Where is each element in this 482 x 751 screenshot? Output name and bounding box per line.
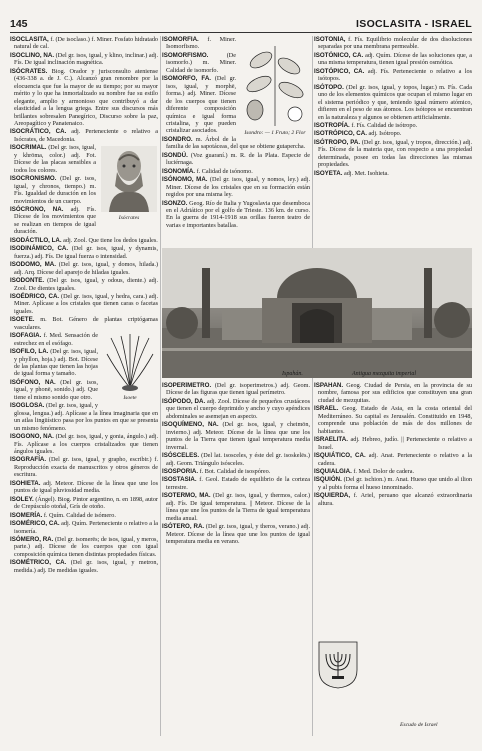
entry-headword: ISÓTROPO, PA. [314,138,361,146]
dictionary-entry [10,261,158,276]
entry-definition: (Del gr. isos, igual, y klino, inclinar.) adj. Fís. De igual inclinación magnética. [14,51,158,67]
dictionary-entry [314,476,472,491]
dictionary-entry [314,492,472,507]
entry-definition: (Del gr. ischion.) m. Anat. Hueso que unido al ilion y al pubis forma el hueso innominado. [318,476,472,491]
column-2 [162,36,310,246]
dictionary-entry [10,277,158,292]
entry-definition: adj. Quím. Perteneciente o relativo a la isomería. [14,520,158,535]
column-rule [160,36,161,736]
entry-headword: ISQUIERDA, [314,492,351,500]
dictionary-entry [314,139,472,169]
dictionary-entry [314,68,472,83]
dictionary-entry [314,405,472,435]
dictionary-entry [314,468,472,475]
entry-definition: Geog. Ciudad de Persia, en la provincia de su nombre, famosa por sus edificios que constituyen una gran ciudad de mezquitas. [318,382,472,404]
entry-definition: f. Med. Sensación de estrechez en el esófago. [14,332,98,347]
dictionary-entry [10,512,158,519]
entry-definition: adj. Hebreo, judío. || Perteneciente o relativo a Israel. [318,436,472,451]
entry-headword: ISOETE. [10,316,35,324]
entry-definition: (Del gr. isomerēs; de isos, igual, y meros, parte.) adj. Dícese de los cuerpos que con igual composición química tienen distintas propiedades físicas. [14,536,158,558]
isocrates-caption: Isócrates [118,214,140,221]
entry-definition: (Del gr. isos, igual, y chronos, tiempo.) m. Fís. Igualdad de duración en los movimientos de un cuerpo. [14,175,97,205]
israel-emblem-image [315,640,361,690]
entry-definition: (Del gr. isos, igual, y hedra, cara.) adj. Miner. Aplícase a los cristales que tienen caras o facetas iguales. [14,292,158,315]
photo-caption-ispahan: Ispahán. [282,371,303,377]
entry-definition: (Del gr. isos, igual, y dynamis, fuerza.) adj. Fís. De igual fuerza o intensidad. [14,245,158,260]
entry-definition: f. Calidad de isónomo. [196,167,253,175]
column-1 [10,36,158,736]
isocrates-figure [100,146,158,220]
entry-headword: ISONZO. [162,199,188,207]
column-rule [312,36,313,736]
entry-definition: (Del gr. isos, igual, y metron, medida.) adj. De medidas iguales. [14,559,158,574]
entry-headword: ISOCRONISMO. [10,175,57,183]
entry-definition: Geog. Estado de Asia, en la costa oriental del Mediterráneo. Su capital es Jerusalén. Constituido en 1948, comprende una población de más de dos millones de habitantes. [318,405,472,435]
entry-definition: f. Geol. Estado de equilibrio de la corteza terrestre. [166,476,310,491]
isondro-figure [240,36,310,136]
entry-definition: adj. Zool. Dícese de pequeños crustáceos que tienen el cuerpo deprimido y ancho y cuyo apéndices abdominales se asemejan en aspecto. [166,397,310,420]
entry-definition: adj. Meteor. Dícese de la línea que une los puntos de igual pluviosidad media. [14,479,158,495]
entry-definition: (Del gr. isos, igual, y glossa, lengua.) adj. Aplícase a la línea imaginaria que en un atlas lingüístico pasa por los puntos en que se presenta un mismo fenómeno. [14,402,158,432]
dictionary-entry [162,152,310,167]
isoete-plant-image [103,332,157,392]
entry-definition: (Del gr. isos, igual, y odous, diente.) adj. Zool. De dientes iguales. [14,277,158,292]
dictionary-entry [162,468,310,475]
dictionary-entry [162,421,310,451]
dictionary-entry [314,36,472,51]
dictionary-entry [10,316,158,331]
entry-definition: f. Ariel, peruano que alcanzó extraordinaria altura. [318,492,472,507]
entry-definition: adj. Met. Isohieta. [343,169,389,177]
entry-headword: ISQUIALGIA. [314,467,352,475]
photo-caption-mosque: Antigua mezquita imperial [352,371,416,377]
page-number: 145 [10,18,28,30]
entry-definition: (Del gr. isos, igual, y cheimōn, invierno.) adj. Meteor. Dícese de la línea que une los puntos de la Tierra que tienen igual temperatura media invernal. [166,421,310,451]
entry-headword: ISONOMÍA. [162,167,196,175]
israel-emblem-caption: Escudo de Israel [400,722,438,728]
entry-definition: f. Bot. Calidad de isospóreo. [199,467,271,475]
entry-headword: ISÓSCELES. [162,452,200,460]
entry-definition: adj. Zool. Que tiene los dedos iguales. [63,236,158,244]
dictionary-entry [10,559,158,574]
dictionary-entry [10,402,158,432]
dictionary-entry [10,456,158,478]
column-2-lower [162,382,310,736]
entry-headword: ISOGONO, NA. [10,433,54,441]
entry-headword: ISOSPORIA. [162,467,199,475]
isondro-caption: Isondro: — 1 Fruto; 2 Flor [244,130,306,137]
entry-headword: ISONDÚ. [162,151,188,159]
isoete-figure [102,332,158,400]
dictionary-entry [162,200,310,230]
entry-headword: ISÓFONO, NA. [10,378,56,386]
entry-headword: ISOGRAFÍA. [10,456,47,464]
entry-headword: ISODINÁMICO, CA. [10,245,69,253]
entry-headword: ISOCLINO, NA. [10,51,55,59]
entry-headword: ISONDRO. [162,135,193,143]
dictionary-entry [10,520,158,535]
entry-headword: ISODÁCTILO, LA. [10,236,62,244]
entry-headword: ISOMÉRICO, CA. [10,520,60,528]
entry-definition: (Del gr. isos, igual, y topos, lugar.) m. Fís. Cada uno de los elementos químicos que ocupan el mismo lugar en el sistema periódico y que, teniendo igual número atómico, difieren en el peso de sus átomos. Los isótopos se encuentran en la naturaleza y algunos se obtienen artificialmente. [318,83,472,121]
entry-headword: ISOMORFISMO. [162,51,209,59]
entry-headword: ISOÉDRICO, CA. [10,292,60,300]
dictionary-entry [162,523,310,545]
entry-definition: (Del gr. isos, igual, y theros, verano.) adj. Meteor. Dícese de la línea que une los puntos de igual temperatura media en verano. [166,523,310,546]
entry-headword: ISOTONÍA, [314,36,346,43]
entry-definition: (Del gr. isos, igual, y khrōma, color.) adj. Fot. Dícese de las placas sensibles a todos los colores. [14,144,96,174]
entry-headword: ISRAEL. [314,405,339,413]
entry-headword: ISOFILO, LA. [10,348,49,356]
entry-definition: (Del gr. isos, igual, y phyllon, hoja.) adj. Bot. Dícese de las plantas que tienen las hojas de igual forma y tamaño. [14,348,99,378]
entry-headword: ISOTÓNICO, CA. [314,51,364,59]
entry-definition: (Del gr. isos, igual, y nomos, ley.) adj. Miner. Dícese de los cristales que en su formación están regidos por una misma ley. [166,176,310,199]
israel-emblem-figure [314,640,362,692]
dictionary-entry [10,496,158,511]
entry-headword: ISOTROPÍA. [314,121,350,129]
entry-headword: ISOFAGIA. [10,332,42,340]
dictionary-entry [162,452,310,467]
page-header [10,18,472,33]
entry-definition: m. Bot. Género de plantas criptógamas vasculares. [14,316,158,331]
entry-headword: ISOSTASIA. [162,476,197,484]
entry-definition: Biog. Orador y jurisconsulto ateniense (436-338 a. de J. C.). Alcanzó gran renombre por la elocuencia que fue la mayor de su tiempo; por su mayor mérito y lo que ha inmortalizado su nombre fue su estilo elegante, amplio y armonioso que contribuyó a dar elasticidad a la lengua griega. Entre sus discursos más brillantes sobresalen Panegírico, Discurso sobre la paz, Areopagítico y Panatenaico. [14,67,158,127]
entry-headword: ISODOMO, MA. [10,261,56,269]
entry-definition: f. Miner. Isomorfismo. [166,36,236,51]
dictionary-entry [162,168,310,175]
entry-headword: ISOTÓPICO, CA. [314,67,365,75]
dictionary-entry [162,476,310,491]
isoete-caption: Isoete [123,394,137,401]
entry-definition: (Del gr. isos, igual, y gonia, ángulo.) adj. Fís. Aplícase a los cuerpos cristalizados que tienen ángulos iguales. [14,433,158,456]
dictionary-entry [162,176,310,198]
entry-headword: ISOCLASITA, [10,36,49,43]
dictionary-entry [10,293,158,315]
entry-definition: (Del gr. isos, igual, y tropos, dirección.) adj. Fís. Dícese de la materia que, con respecto a una propiedad determinada, posee en todas las direcciones las mismas propiedades. [318,138,472,169]
entry-headword: ISOTERMO, MA. [162,492,211,500]
entry-headword: ISOMORFIA. [162,36,199,43]
dictionary-entry [10,68,158,128]
entry-definition: m. Árbol de la familia de las sapotáceas, del que se obtiene gutapercha. [166,135,306,151]
entry-definition: adj. Fís. Perteneciente o relativo a los isótopos. [318,67,472,83]
entry-headword: ISOMORFO, FA. [162,75,212,83]
dictionary-entry [162,136,310,151]
dictionary-entry [10,237,158,244]
entry-headword: ISOGLOSA. [10,402,45,410]
dictionary-entry [314,382,472,404]
entry-headword: ISÓMERO, RA. [10,536,54,543]
dictionary-entry [162,492,310,522]
entry-headword: ISOQUÍMENO, NA. [162,421,219,429]
isondro-plant-image [241,36,309,128]
entry-headword: ISOPERÍMETRO. [162,382,212,389]
isocrates-bust-image [101,146,157,212]
dictionary-entry [10,128,158,143]
entry-definition: (Ángel). Biog. Pintor argentino, n. en 1898, autor de Crepúsculo otoñal, Grís de otoño. [14,495,158,511]
entry-headword: ISOMÉTRICO, CA. [10,559,67,567]
entry-headword: ISÓTERO, RA. [162,523,205,531]
column-3 [314,36,472,246]
entry-definition: (Del gr. isoperimetros.) adj. Geom. Dícese de las figuras que tienen igual perímetro. [166,382,310,397]
entry-headword: ISOYETA. [314,169,343,177]
entry-headword: ISQUIÓN. [314,476,342,484]
entry-definition: Geog. Río de Italia y Yugoslavia que desemboca en el Adriático por el golfo de Trieste. 136 km. de curso. En la guerra de 1914-1918 sus orillas fueron teatro de varias e importantes batallas. [166,199,310,229]
dictionary-entry [314,436,472,451]
dictionary-entry [10,536,158,558]
entry-headword: ISOLEY. [10,495,34,503]
entry-definition: (Del gr. isos, igual, y phonē, sonido.) adj. Que tiene el mismo sonido que otro. [14,378,98,401]
entry-definition: f. (De isoclaso.) f. Miner. Fosfato hidratado natural de cal. [14,36,158,51]
dictionary-entry [10,433,158,455]
entry-definition: f. Quím. Calidad de isómero. [43,511,116,519]
dictionary-entry [314,170,472,177]
entry-definition: (Del gr. isos, igual, y domos, hilada.) adj. Arq. Dícese del aparejo de hiladas iguales. [14,261,158,276]
dictionary-entry [10,36,158,51]
dictionary-entry [314,130,472,137]
entry-headword: ISÓCRONO, NA. [10,205,64,213]
entry-definition: (Del gr. isos, igual, y grapho, escribir.) f. Reproducción exacta de manuscritos y otros géneros de escritura. [14,456,158,479]
entry-definition: adj. Anat. Perteneciente o relativo a la cadera. [318,452,472,467]
dictionary-entry [10,480,158,495]
entry-headword: ISOMERÍA. [10,511,43,519]
entry-definition: adj. Fís. Dícese de los movimientos que se realizan en tiempos de igual duración. [14,205,96,236]
entry-definition: f. Med. Dolor de cadera. [353,467,415,475]
entry-headword: ISOCRIMAL. [10,144,47,152]
entry-headword: ISODONTE. [10,277,45,285]
entry-definition: (Del gr. isos, igual, y morphē, forma.) adj. Miner. Dícese de los cuerpos que tienen diferente composición química e igual forma cristalina, y que pueden cristalizar asociados. [166,75,236,135]
entry-headword: ISQUIÁTICO, CA. [314,452,366,460]
entry-headword: ISÓTOPO. [314,83,344,91]
column-3-lower [314,382,472,736]
entry-headword: ISÓNOMO, MA. [162,176,208,184]
entry-definition: adj. Perteneciente o relativo a Isócrates, de Macedonia. [14,128,158,143]
entry-definition: (Del lat. isosceles, y éste del gr. isoskelēs.) adj. Geom. Triángulo isósceles. [166,452,310,467]
entry-headword: ISOTRÓPICO, CA. [314,130,367,138]
entry-headword: ISÓPODO, DA. [162,397,206,405]
dictionary-entry [10,245,158,260]
entry-headword: ISÓCRATES. [10,67,48,75]
entry-definition: f. Fís. Calidad de isótropo. [351,121,418,129]
entry-definition: adj. Quím. Dícese de las soluciones que, a una misma temperatura, tienen igual presión osmótica. [318,51,472,67]
dictionary-entry [10,52,158,67]
dictionary-entry [162,398,310,420]
entry-definition: (De isomorfo.) m. Miner. Calidad de isomorfo. [166,51,236,74]
dictionary-entry [314,84,472,121]
entry-definition: (Del gr. isos, igual, y thermos, calor.) adj. Fís. De igual temperatura. || Meteor. Dícese de la línea que une los puntos de la Tierra de igual temperatura media anual. [166,492,310,522]
entry-headword: ISOCRÁTICO, CA. [10,128,67,136]
entry-headword: ISRAELITA. [314,436,348,444]
entry-definition: (Voz guaraní.) m. R. de la Plata. Especie de luciérnaga. [166,151,310,167]
mosque-photo-image [162,248,472,378]
entry-headword: ISPAHÁN. [314,382,344,389]
ispahan-mosque-photo [162,248,472,378]
entry-definition: f. Fís. Equilibrio molecular de dos disoluciones separadas por una membrana permeable. [318,36,472,51]
dictionary-entry [314,452,472,467]
dictionary-entry [314,52,472,67]
dictionary-entry [162,382,310,397]
dictionary-entry [314,122,472,129]
running-title: ISOCLASITA - ISRAEL [356,18,472,30]
entry-headword: ISOHIETA. [10,479,41,487]
entry-definition: adj. Isótropo. [368,130,402,138]
